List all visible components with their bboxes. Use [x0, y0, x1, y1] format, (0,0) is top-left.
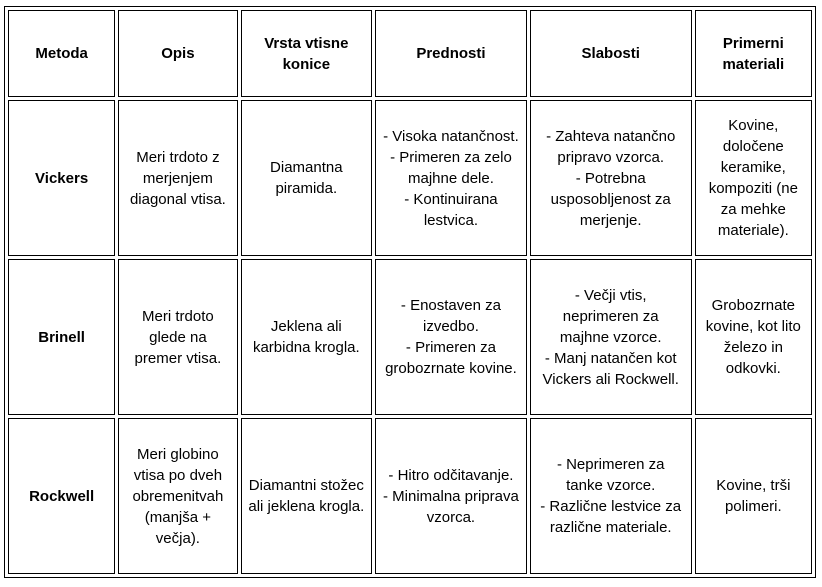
disadvantages-cell [530, 418, 692, 574]
description-cell: Meri trdoto glede na premer vtisa. [118, 259, 237, 415]
advantage-item: - Kontinuirana lestvica. [404, 190, 498, 229]
method-cell: Vickers [8, 100, 115, 256]
disadvantage-item: - Neprimeren za tanke vzorce. [556, 456, 665, 495]
advantage-item: - Primeren za zelo majhne dele. [390, 148, 512, 187]
hardness-methods-table-container [4, 6, 816, 578]
advantage-item: - Minimalna priprava vzorca. [382, 487, 519, 526]
header-method: Metoda [8, 10, 115, 97]
description-cell: Meri globino vtisa po dveh obremenitvah (manjša + večja). [118, 418, 237, 574]
materials-cell: Grobozrnate kovine, kot lito železo in odkovki. [695, 259, 812, 415]
indenter-cell: Diamantna piramida. [241, 100, 373, 256]
header-description: Opis [118, 10, 237, 97]
disadvantage-item: - Potrebna usposobljenost za merjenje. [550, 169, 671, 229]
advantage-item: - Enostaven za izvedbo. [400, 297, 501, 336]
header-materials: Primerni materiali [695, 10, 812, 97]
disadvantage-item: - Zahteva natančno pripravo vzorca. [546, 127, 676, 166]
advantage-item: - Visoka natančnost. [383, 127, 519, 145]
header-disadvantages: Slabosti [530, 10, 692, 97]
materials-cell: Kovine, določene keramike, kompoziti (ne za mehke materiale). [695, 100, 812, 256]
table-row [8, 100, 812, 256]
disadvantage-item: - Večji vtis, neprimeren za majhne vzorce. [559, 286, 662, 346]
advantage-item: - Primeren za grobozrnate kovine. [385, 339, 517, 378]
header-advantages: Prednosti [375, 10, 527, 97]
indenter-cell: Diamantni stožec ali jeklena krogla. [241, 418, 373, 574]
header-indenter: Vrsta vtisne konice [241, 10, 373, 97]
description-cell: Meri trdoto z merjenjem diagonal vtisa. [118, 100, 237, 256]
advantages-cell [375, 418, 527, 574]
indenter-cell: Jeklena ali karbidna krogla. [241, 259, 373, 415]
materials-cell: Kovine, trši polimeri. [695, 418, 812, 574]
disadvantage-item: - Manj natančen kot Vickers ali Rockwell. [542, 349, 679, 388]
table-row [8, 259, 812, 415]
hardness-methods-table [5, 7, 815, 577]
advantages-cell [375, 100, 527, 256]
advantage-item: - Hitro odčitavanje. [388, 466, 514, 484]
method-cell: Brinell [8, 259, 115, 415]
table-row [8, 418, 812, 574]
disadvantages-cell [530, 100, 692, 256]
method-cell: Rockwell [8, 418, 115, 574]
disadvantage-item: - Različne lestvice za različne materiale. [540, 498, 682, 537]
table-header-row [8, 10, 812, 97]
advantages-cell [375, 259, 527, 415]
disadvantages-cell [530, 259, 692, 415]
